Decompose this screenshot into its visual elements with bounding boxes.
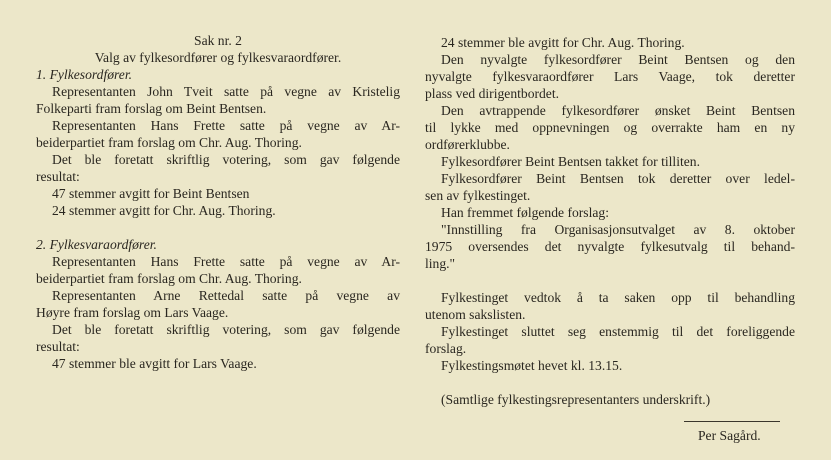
paragraph-line: resultat:	[36, 169, 80, 184]
paragraph-line: Fylkesordfører Beint Bentsen takket for tilliten.	[441, 154, 700, 169]
paragraph-line: Den avtrappende fylkesordfører ønsket Beint Bentsen	[441, 103, 795, 118]
paragraph-line: sen av fylkestinget.	[425, 188, 531, 203]
section-heading-fylkesvaraordforer: 2. Fylkesvaraordfører.	[36, 237, 157, 252]
spacer	[425, 272, 795, 289]
meeting-adjourned: Fylkestingsmøtet hevet kl. 13.15.	[441, 358, 623, 373]
signatures-note: (Samtlige fylkestingsrepresentanters underskrift.)	[441, 392, 711, 407]
paragraph-line: Fylkestinget vedtok å ta saken opp til behandling	[441, 290, 795, 305]
paragraph-line: Høyre fram forslag om Lars Vaage.	[36, 305, 229, 320]
vote-result: 24 stemmer avgitt for Chr. Aug. Thoring.	[52, 203, 276, 218]
case-subtitle: Valg av fylkesordfører og fylkesvaraordfører.	[94, 50, 342, 65]
signature-name: Per Sagård.	[698, 428, 761, 443]
paragraph-line: Fylkesordfører Beint Bentsen tok deretter over ledel-	[441, 171, 795, 186]
paragraph-line: Representanten Arne Rettedal satte på vegne av	[52, 288, 400, 303]
paragraph-line: Representanten John Tveit satte på vegne av Kristelig	[52, 84, 400, 99]
paragraph-line: til lykke med oppnevningen og overrakte ham en ny	[425, 120, 795, 135]
paragraph-line: utenom sakslisten.	[425, 307, 526, 322]
spacer	[36, 219, 400, 236]
spacer	[425, 374, 795, 391]
section-heading-fylkesordforer: 1. Fylkesordfører.	[36, 67, 133, 82]
vote-result: 47 stemmer avgitt for Beint Bentsen	[52, 186, 250, 201]
vote-result: 24 stemmer ble avgitt for Chr. Aug. Thoring.	[441, 35, 685, 50]
paragraph-line: nyvalgte fylkesvaraordfører Lars Vaage, tok deretter	[425, 69, 795, 84]
proposal-line: "Innstilling fra Organisasjonsutvalget av 8. oktober	[441, 222, 795, 237]
case-title: Sak nr. 2	[194, 33, 242, 48]
left-column	[36, 32, 400, 372]
paragraph-line: forslag.	[425, 341, 467, 356]
right-column	[425, 34, 795, 408]
paragraph-line: resultat:	[36, 339, 80, 354]
paragraph-line: ordførerklubbe.	[425, 137, 510, 152]
paragraph-line: Det ble foretatt skriftlig votering, som gav følgende	[52, 322, 400, 337]
proposal-line: ling."	[425, 256, 456, 271]
paragraph-line: Folkeparti fram forslag om Beint Bentsen.	[36, 101, 267, 116]
proposal-line: 1975 oversendes det nyvalgte fylkesutvalg til behand-	[425, 239, 795, 254]
paragraph-line: Det ble foretatt skriftlig votering, som gav følgende	[52, 152, 400, 167]
vote-result: 47 stemmer ble avgitt for Lars Vaage.	[52, 356, 257, 371]
signature-rule	[684, 421, 780, 422]
paragraph-line: beiderpartiet fram forslag om Chr. Aug. Thoring.	[36, 135, 302, 150]
paragraph-line: beiderpartiet fram forslag om Chr. Aug. Thoring.	[36, 271, 302, 286]
paragraph-line: Den nyvalgte fylkesordfører Beint Bentsen og den	[441, 52, 795, 67]
paragraph-line: Representanten Hans Frette satte på vegne av Ar-	[52, 254, 400, 269]
paragraph-line: Representanten Hans Frette satte på vegne av Ar-	[52, 118, 400, 133]
paragraph-line: Fylkestinget sluttet seg enstemmig til det foreliggende	[441, 324, 795, 339]
paragraph-line: Han fremmet følgende forslag:	[441, 205, 609, 220]
paragraph-line: plass ved dirigentbordet.	[425, 86, 560, 101]
